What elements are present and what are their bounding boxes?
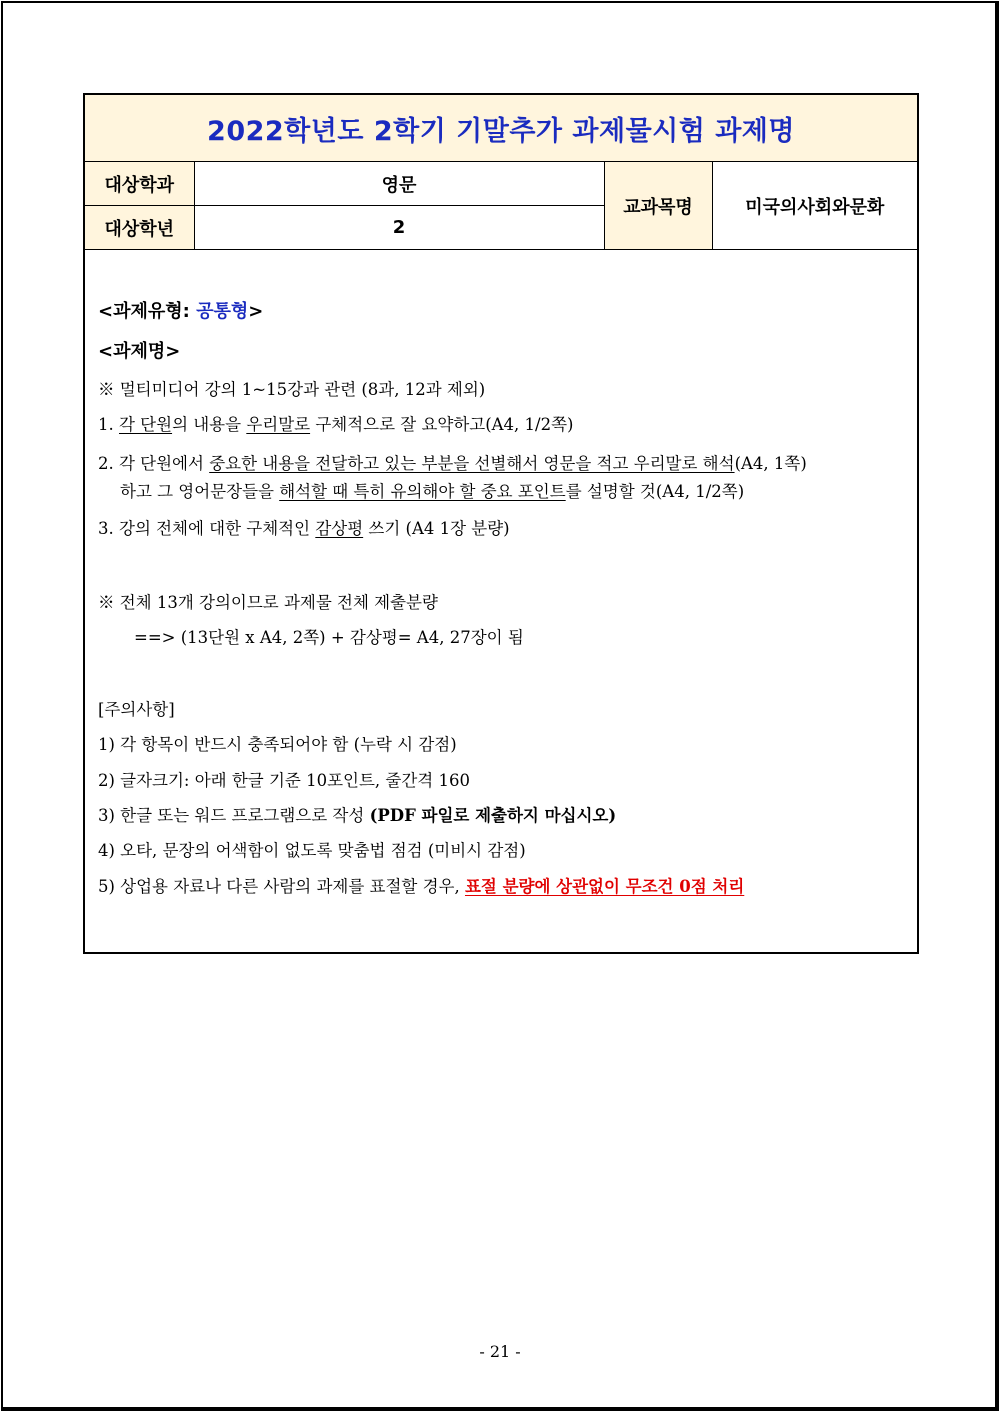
course-value: 미국의사회와문화 — [712, 162, 918, 250]
content-body — [85, 250, 917, 897]
dept-label: 대상학과 — [84, 162, 194, 206]
item-text: 각 단원에서 — [119, 453, 210, 473]
assignment-table — [83, 93, 919, 954]
grade-value: 2 — [194, 206, 604, 250]
item-number: 2. — [98, 453, 119, 473]
note-total: ※ 전체 13개 강의이므로 과제물 전체 제출분량 — [98, 592, 438, 612]
note-formula: ==> (13단원 x A4, 2쪽) + 감상평= A4, 27장이 됨 — [134, 628, 524, 648]
item-text: 구체적으로 잘 요약하고(A4, 1/2쪽) — [310, 415, 574, 435]
underlined-text: 중요한 내용을 전달하고 있는 부분을 선별해서 영문을 적고 우리말로 해석 — [209, 453, 735, 473]
assignment-type — [98, 300, 917, 323]
item-text: 하고 그 영어문장들을 — [120, 482, 280, 502]
note-lectures: ※ 멀티미디어 강의 1~15강과 관련 (8과, 12과 제외) — [98, 379, 486, 399]
caution-text: 5) 상업용 자료나 다른 사람의 과제를 표절할 경우, — [98, 876, 465, 896]
item-text: 강의 전체에 대한 구체적인 — [119, 519, 316, 539]
plagiarism-warning: 표절 분량에 상관없이 무조건 0점 처리 — [464, 876, 745, 896]
page-number: - 21 - — [479, 1342, 521, 1361]
caution-heading: [주의사항] — [98, 699, 175, 719]
type-suffix: > — [248, 301, 264, 322]
dept-value: 영문 — [194, 162, 604, 206]
caution-text: 3) 한글 또는 워드 프로그램으로 작성 — [98, 806, 370, 826]
content-cell — [84, 250, 918, 954]
item-text: (A4, 1쪽) — [734, 453, 807, 473]
caution-4: 4) 오타, 문장의 어색함이 없도록 맞춤법 점검 (미비시 감점) — [98, 841, 526, 861]
caution-2: 2) 글자크기: 아래 한글 기준 10포인트, 줄간격 160 — [98, 770, 470, 790]
underlined-text: 감상평 — [315, 519, 364, 539]
task-item-3 — [98, 518, 917, 539]
task-item-2 — [98, 450, 917, 507]
item-text: 쓰기 (A4 1장 분량) — [363, 519, 510, 539]
item-text: 를 설명할 것(A4, 1/2쪽) — [565, 482, 745, 502]
caution-bold-text: (PDF 파일로 제출하지 마십시오) — [369, 806, 617, 826]
caution-3 — [98, 805, 917, 826]
item-number: 1. — [98, 415, 119, 435]
caution-1: 1) 각 항목이 반드시 충족되어야 함 (누락 시 감점) — [98, 735, 457, 755]
grade-label: 대상학년 — [84, 206, 194, 250]
item-number: 3. — [98, 519, 119, 539]
task-heading: <과제명> — [98, 341, 181, 363]
task-item-1 — [98, 414, 917, 435]
item-text: 의 내용을 — [172, 415, 247, 435]
type-value: 공통형 — [196, 301, 249, 322]
caution-5 — [98, 876, 917, 897]
document-title: 2022학년도 2학기 기말추가 과제물시험 과제명 — [84, 94, 918, 162]
type-prefix: <과제유형: — [98, 301, 197, 322]
course-label: 교과목명 — [604, 162, 712, 250]
underlined-text: 각 단원 — [119, 415, 173, 435]
underlined-text: 우리말로 — [246, 415, 311, 435]
underlined-text: 해석할 때 특히 유의해야 할 중요 포인트 — [279, 482, 566, 502]
